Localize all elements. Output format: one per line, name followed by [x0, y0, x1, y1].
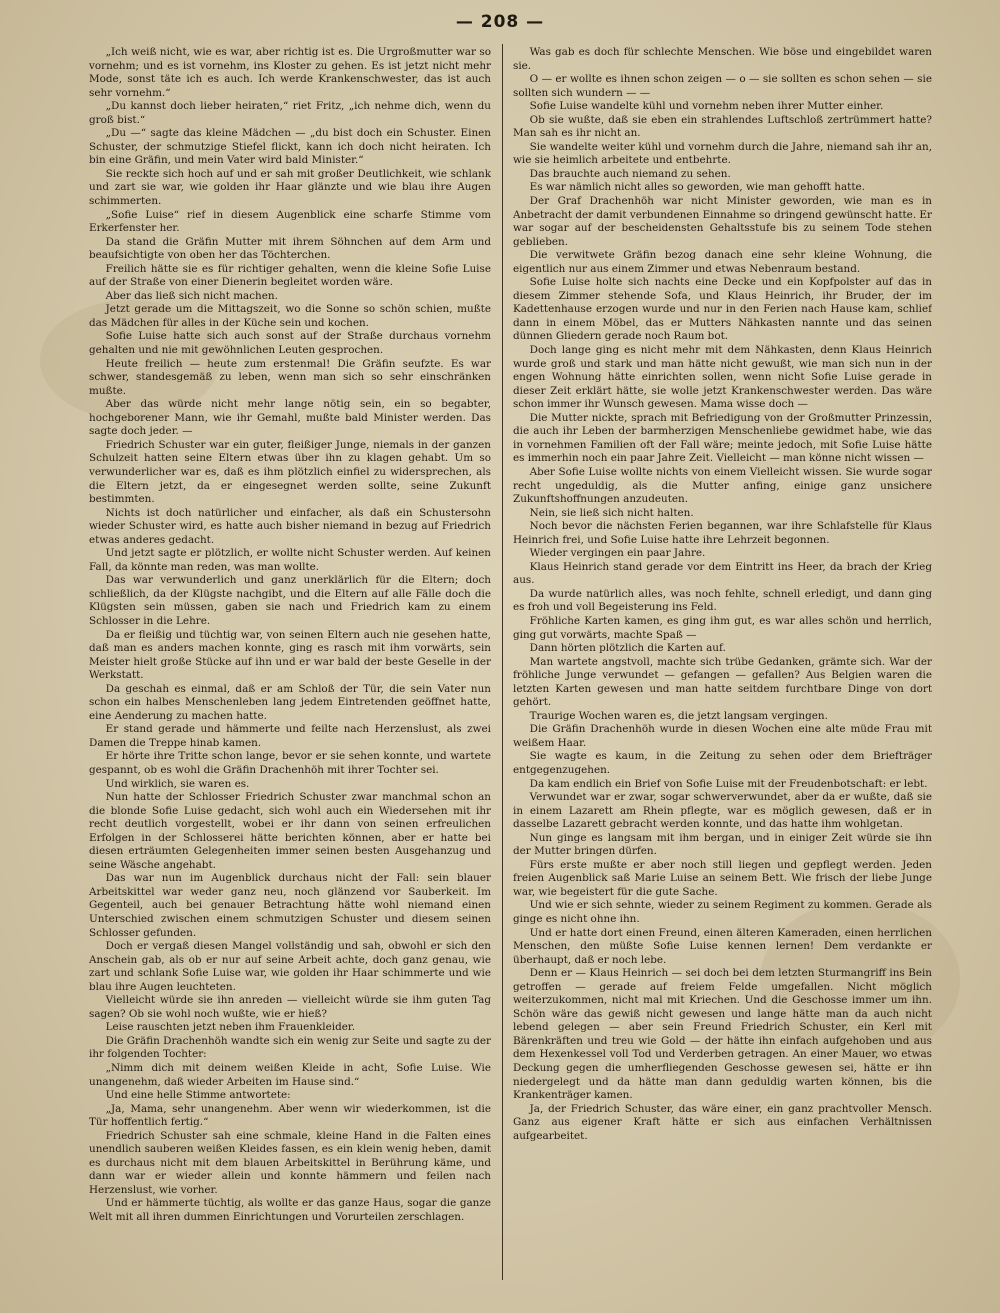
paragraph: Da stand die Gräfin Mutter mit ihrem Söhnchen auf dem Arm und beaufsichtigte von oben her das Töchterchen. — [89, 235, 491, 262]
paragraph: Und er hatte dort einen Freund, einen älteren Kameraden, einen herrlichen Menschen, den müßte Sofie Luise kennen lernen! Dem verdankte er überhaupt, daß er noch lebe. — [513, 926, 932, 966]
paragraph: Aber Sofie Luise wollte nichts von einem Vielleicht wissen. Sie wurde sogar recht ungeduldig, als die Mutter anfing, einige ganz unsichere Zukunftshoffnungen anzudeuten. — [513, 465, 932, 506]
paragraph: Die verwitwete Gräfin bezog danach eine sehr kleine Wohnung, die eigentlich nur aus einem Zimmer und etwas Nebenraum bestand. — [513, 249, 932, 275]
paragraph: Der Graf Drachenhöh war nicht Minister geworden, wie man es in Anbetracht der damit verbundenen Einnahme so dringend gewünscht hatte. Er war sogar auf der bescheidensten Gehaltsstufe bis zu seinem Tode stehen geblieben. — [513, 195, 932, 248]
paragraph: Er stand gerade und hämmerte und feilte nach Herzenslust, als zwei Damen die Treppe hinab kamen. — [89, 723, 491, 749]
paragraph: Da kam endlich ein Brief von Sofie Luise mit der Freudenbotschaft: er lebt. — [529, 777, 928, 790]
paragraph: Verwundet war er zwar, sogar schwerverwundet, aber da er wußte, daß sie in einem Lazarett am Rhein pflegte, war es möglich gewesen, daß er in dasselbe Lazarett gebracht werden konnte, und das hatte ihm wohlgetan. — [513, 791, 932, 831]
paragraph: Aber das würde nicht mehr lange nötig sein, ein so begabter, hochgeborener Mann, wie ihr Gemahl, mußte bald Minister werden. Das sagte doch jeder. — — [89, 398, 491, 438]
right-column — [513, 46, 932, 1278]
paragraph: Sie wagte es kaum, in die Zeitung zu sehen oder dem Briefträger entgegenzugehen. — [513, 750, 932, 776]
paragraph: O — er wollte es ihnen schon zeigen — o — sie sollten es schon sehen — sie sollten sich wundern — — — [513, 73, 932, 99]
paragraph: Die Gräfin Drachenhöh wandte sich ein wenig zur Seite und sagte zu der ihr folgenden Tochter: — [89, 1034, 491, 1061]
paragraph: Und eine helle Stimme antwortete: — [105, 1089, 291, 1102]
paragraph: Sie reckte sich hoch auf und er sah mit großer Deutlichkeit, wie schlank und zart sie war, wie golden ihr Haar glänzte und wie blau ihre Augen schimmerten. — [89, 167, 491, 208]
paragraph: Und er hämmerte tüchtig, als wollte er das ganze Haus, sogar die ganze Welt mit all ihren dummen Einrichtungen und Vorurteilen zerschlagen. — [89, 1197, 491, 1224]
paragraph: „Du kannst doch lieber heiraten,“ riet Fritz, „ich nehme dich, wenn du groß bist.“ — [89, 100, 491, 126]
paragraph: Und jetzt sagte er plötzlich, er wollte nicht Schuster werden. Auf keinen Fall, da könnte man reden, was man wollte. — [89, 547, 491, 573]
paragraph: „Sofie Luise“ rief in diesem Augenblick eine scharfe Stimme vom Erkerfenster her. — [89, 208, 491, 235]
column-divider — [502, 44, 503, 1280]
paragraph: Da geschah es einmal, daß er am Schloß der Tür, die sein Vater nun schon ein halbes Menschenleben lang jedem Eintretenden geöffnet hatte, eine Aenderung zu machen hatte. — [89, 682, 491, 722]
paragraph: „Ja, Mama, sehr unangenehm. Aber wenn wir wiederkommen, ist die Tür hoffentlich fertig.“ — [89, 1102, 491, 1129]
paragraph: Ob sie wußte, daß sie eben ein strahlendes Luftschloß zertrümmert hatte? Man sah es ihr nicht an. — [513, 113, 932, 140]
paragraph: Nein, sie ließ sich nicht halten. — [529, 506, 694, 519]
paragraph: Noch bevor die nächsten Ferien begannen, war ihre Schlafstelle für Klaus Heinrich frei, und Sofie Luise hatte ihre Lehrzeit begonnen. — [513, 520, 932, 546]
paragraph: Ja, der Friedrich Schuster, das wäre einer, ein ganz prachtvoller Mensch. Ganz aus eigener Kraft hätte er sich aus einfachen Verhältnissen aufgearbeitet. — [513, 1102, 932, 1142]
paragraph: Die Mutter nickte, sprach mit Befriedigung von der Großmutter Prinzessin, die auch ihr Leben der barmherzigen Menschenliebe gewidmet habe, wie das in vornehmen Familien oft der Fall wäre; meinte jedoch, mit Sofie Luise hätte es immerhin noch ein paar Jahre Zeit. Vielleicht — man könne nicht wissen — — [513, 411, 932, 465]
paragraph: Sofie Luise wandelte kühl und vornehm neben ihrer Mutter einher. — [529, 100, 884, 113]
paragraph: Leise rauschten jetzt neben ihm Frauenkleider. — [105, 1021, 356, 1034]
paragraph: Und wie er sich sehnte, wieder zu seinem Regiment zu kommen. Gerade als ginge es nicht ohne ihn. — [513, 899, 932, 925]
paragraph: „Ich weiß nicht, wie es war, aber richtig ist es. Die Urgroßmutter war so vornehm; und es ist vornehm, ins Kloster zu gehen. Es ist jetzt nicht mehr Mode, sonst täte ich es auch. Ich werde Krankenschwester, das ist auch sehr vornehm.“ — [89, 46, 491, 99]
paragraph: Fröhliche Karten kamen, es ging ihm gut, es war alles schön und herrlich, ging gut vorwärts, machte Spaß — — [513, 614, 932, 641]
paragraph: Nun hatte der Schlosser Friedrich Schuster zwar manchmal schon an die blonde Sofie Luise gedacht, sich wohl auch ein Wiedersehen mit ihr recht deutlich vorgestellt, wobei er ihr dann von seinen erfreulichen Erfolgen in der Schlosserei hätte berichten können, aber er hatte bei diesen erträumten Gelegenheiten immer seinen besten Ausgehanzug und seine Wäsche angehabt. — [89, 791, 491, 871]
paragraph: Die Gräfin Drachenhöh wurde in diesen Wochen eine alte müde Frau mit weißem Haar. — [513, 723, 932, 749]
paragraph: Freilich hätte sie es für richtiger gehalten, wenn die kleine Sofie Luise auf der Straße von einer Dienerin begleitet worden wäre. — [89, 262, 491, 289]
paragraph: „Nimm dich mit deinem weißen Kleide in acht, Sofie Luise. Wie unangenehm, daß wieder Arbeiten im Hause sind.“ — [89, 1062, 491, 1088]
paragraph: Das war verwunderlich und ganz unerklärlich für die Eltern; doch schließlich, da der Klügste nachgibt, und die Eltern auf alle Fälle doch die Klügsten sein müssen, gaben sie nach und Friedrich kam zu einem Schlosser in die Lehre. — [89, 574, 491, 627]
paragraph: Es war nämlich nicht alles so geworden, wie man gehofft hatte. — [529, 181, 865, 194]
paragraph: Heute freilich — heute zum erstenmal! Die Gräfin seufzte. Es war schwer, standesgemäß zu leben, wenn man sich so sehr einschränken mußte. — [89, 357, 491, 397]
page-number: — 208 — — [455, 12, 545, 32]
paragraph: Sofie Luise hatte sich auch sonst auf der Straße durchaus vornehm gehalten und nie mit gewöhnlichen Leuten gesprochen. — [89, 330, 491, 357]
paragraph: Sofie Luise holte sich nachts eine Decke und ein Kopfpolster auf das in diesem Zimmer stehende Sofa, und Klaus Heinrich, ihr Bruder, der im Kadettenhause erzogen wurde und nur in den Ferien nach Hause kam, schlief dann in einem Möbel, das er Mutters Nähkasten nannte und das seinen dünnen Gliedern gerade noch Raum bot. — [513, 276, 932, 343]
paragraph: Wieder vergingen ein paar Jahre. — [529, 547, 706, 560]
paragraph: Vielleicht würde sie ihn anreden — vielleicht würde sie ihm guten Tag sagen? Ob sie wohl noch wußte, wie er hieß? — [89, 994, 491, 1020]
paragraph: Er hörte ihre Tritte schon lange, bevor er sie sehen konnte, und wartete gespannt, ob es wohl die Gräfin Drachenhöh mit ihrer Tochter sei. — [89, 750, 491, 776]
paragraph: Da er fleißig und tüchtig war, von seinen Eltern auch nie gesehen hatte, daß man es anders machen konnte, ging es rasch mit ihm vorwärts, sein Meister hielt große Stücke auf ihn und er war bald der beste Geselle in der Werkstatt. — [89, 628, 491, 682]
paragraph: Man wartete angstvoll, machte sich trübe Gedanken, grämte sich. War der fröhliche Junge verwundet — gefangen — gefallen? Aus Belgien waren die letzten Karten gewesen und man hatte seitdem furchtbare Dinge von dort gehört. — [513, 655, 932, 709]
paragraph: Sie wandelte weiter kühl und vornehm durch die Jahre, niemand sah ihr an, wie sie heimlich arbeitete und entbehrte. — [513, 140, 932, 167]
paragraph: Nun ginge es langsam mit ihm bergan, und in einiger Zeit würde sie ihn der Mutter bringen dürfen. — [513, 831, 932, 858]
paragraph: Das brauchte auch niemand zu sehen. — [529, 167, 731, 180]
paragraph: Friedrich Schuster war ein guter, fleißiger Junge, niemals in der ganzen Schulzeit hatten seine Eltern etwas über ihn zu klagen gehabt. Um so verwunderlicher war es, daß es ihm plötzlich einfiel zu widersprechen, als die Eltern jetzt, da er eingesegnet werden sollte, seine Zukunft bestimmten. — [89, 438, 491, 506]
paragraph: Jetzt gerade um die Mittagszeit, wo die Sonne so schön schien, mußte das Mädchen für alles in der Küche sein und kochen. — [89, 303, 491, 329]
left-column — [89, 46, 491, 1278]
paragraph: Doch lange ging es nicht mehr mit dem Nähkasten, denn Klaus Heinrich wurde groß und stark und man hätte nicht gewußt, wie man sich nun in der engen Wohnung hätte einrichten sollen, wenn nicht Sofie Luise gerade in dieser Zeit erklärt hätte, sie wolle jetzt Krankenschwester werden. Das wäre schon immer ihr Wunsch gewesen. Mama wisse doch — — [513, 344, 932, 411]
paragraph: Da wurde natürlich alles, was noch fehlte, schnell erledigt, und dann ging es froh und voll Begeisterung ins Feld. — [513, 587, 932, 614]
paragraph: Was gab es doch für schlechte Menschen. Wie böse und eingebildet waren sie. — [513, 46, 932, 72]
paragraph: Und wirklich, sie waren es. — [105, 777, 250, 790]
paragraph: Das war nun im Augenblick durchaus nicht der Fall: sein blauer Arbeitskittel war weder ganz neu, noch glänzend vor Sauberkeit. Im Gegenteil, auch bei genauer Betrachtung hätte wohl niemand einen Unterschied zwischen einem schmutzigen Schuster und diesem seinen Schlosser gefunden. — [89, 872, 491, 939]
paragraph: Klaus Heinrich stand gerade vor dem Eintritt ins Heer, da brach der Krieg aus. — [513, 560, 932, 587]
paragraph: Aber das ließ sich nicht machen. — [105, 289, 278, 302]
paragraph: Denn er — Klaus Heinrich — sei doch bei dem letzten Sturmangriff ins Bein getroffen — gerade auf freiem Felde umgefallen. Nicht möglich weiterzukommen, nicht mal mit Kriechen. Und die Geschosse immer um ihn. Schön wäre das gewiß nicht gewesen und lange hätte man da auch nicht lebend gelegen — aber sein Freund Friedrich Schuster, ein Kerl mit Bärenkräften und treu wie Gold — der hätte ihn einfach aufgehoben und aus dem Hexenkessel voll Tod und Verderben getragen. An einer Mauer, wo etwas Deckung gegen die umherfliegenden Geschosse gewesen sei, hätte er ihn niedergelegt und da hätte man dann geduldig warten können, bis die Krankenträger kamen. — [513, 967, 932, 1102]
paragraph: Dann hörten plötzlich die Karten auf. — [529, 642, 726, 655]
paragraph: Traurige Wochen waren es, die jetzt langsam vergingen. — [529, 709, 828, 722]
paragraph: Friedrich Schuster sah eine schmale, kleine Hand in die Falten eines unendlich sauberen weißen Kleides fassen, es ein klein wenig heben, damit es durchaus nicht mit dem blauen Arbeitskittel in Berührung käme, und dann war er wieder allein und konnte hämmern und feilen nach Herzenslust, wie vorher. — [89, 1129, 491, 1196]
paragraph: Fürs erste mußte er aber noch still liegen und gepflegt werden. Jeden freien Augenblick saß Marie Luise an seinem Bett. Wie frisch der liebe Junge war, wie begeistert für die gute Sache. — [513, 858, 932, 898]
paragraph: Nichts ist doch natürlicher und einfacher, als daß ein Schustersohn wieder Schuster wird, es hatte auch bisher niemand in bezug auf Friedrich etwas anderes gedacht. — [89, 506, 491, 546]
paragraph: Doch er vergaß diesen Mangel vollständig und sah, obwohl er sich den Anschein gab, als ob er nur auf seine Arbeit achte, doch ganz genau, wie zart und schlank Sofie Luise war, wie golden ihr Haar schimmerte und wie blau ihre Augen leuchteten. — [89, 940, 491, 993]
paragraph: „Du —“ sagte das kleine Mädchen — „du bist doch ein Schuster. Einen Schuster, der schmutzige Stiefel flickt, kann ich doch nicht heiraten. Ich bin eine Gräfin, und mein Vater wird bald Minister.“ — [89, 127, 491, 167]
